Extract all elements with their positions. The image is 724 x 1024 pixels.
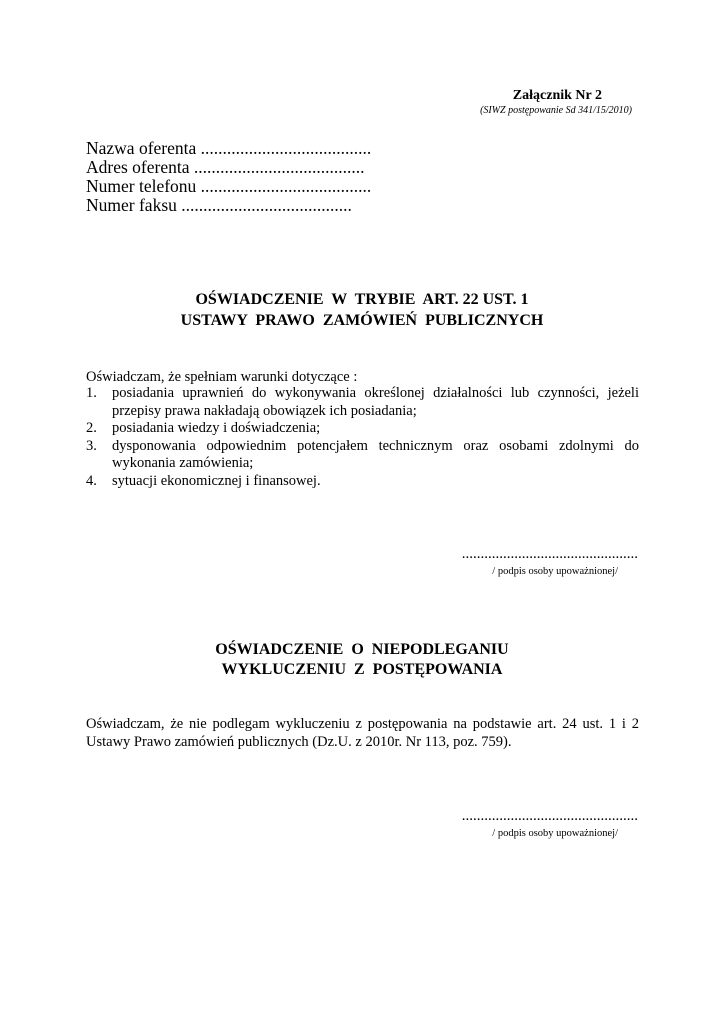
signature-caption: / podpis osoby upoważnionej/ [492, 828, 618, 839]
list-item [86, 385, 639, 420]
list-item [86, 420, 639, 438]
section2-paragraph: Oświadczam, że nie podlegam wykluczeniu z postępowania na podstawie art. 24 ust. 1 i 2 Ustawy Prawo zamówień publicznych (Dz.U. z 2010r. Nr 113, poz. 759). [86, 716, 639, 750]
signature-line: ............................................... [461, 808, 638, 824]
list-item-text: sytuacji ekonomicznej i finansowej. [112, 472, 321, 489]
section2-heading-line1: OŚWIADCZENIE O NIEPODLEGANIU [215, 641, 509, 658]
section2-heading-line2: WYKLUCZENIU Z POSTĘPOWANIA [221, 661, 503, 678]
conditions-list [86, 385, 639, 490]
annex-reference: (SIWZ postępowanie Sd 341/15/2010) [480, 105, 632, 116]
list-item [86, 438, 639, 473]
bidder-address-field: Adres oferenta ....................................... [86, 157, 365, 177]
list-item-text: dysponowania odpowiednim potencjałem technicznym oraz osobami zdolnymi do wykonania zamówienia; [112, 437, 639, 471]
list-item-number: 1. [86, 385, 97, 401]
signature-caption: / podpis osoby upoważnionej/ [492, 566, 618, 577]
section1-intro: Oświadczam, że spełniam warunki dotyczące : [86, 369, 358, 385]
list-item-number: 4. [86, 472, 97, 489]
list-item-text: posiadania wiedzy i doświadczenia; [112, 420, 321, 436]
bidder-name-field: Nazwa oferenta ....................................... [86, 138, 372, 158]
section1-heading-line1: OŚWIADCZENIE W TRYBIE ART. 22 UST. 1 [195, 291, 529, 308]
section1-heading-line2: USTAWY PRAWO ZAMÓWIEŃ PUBLICZNYCH [180, 312, 544, 329]
list-item [86, 473, 639, 491]
list-item-number: 2. [86, 420, 97, 436]
list-item-text: posiadania uprawnień do wykonywania określonej działalności lub czynności, jeżeli przepisy prawa nakładają obowiązek ich posiadania; [112, 385, 639, 419]
signature-line: ............................................... [461, 546, 638, 562]
list-item-number: 3. [86, 437, 97, 454]
annex-title: Załącznik Nr 2 [512, 88, 602, 103]
phone-number-field: Numer telefonu ....................................... [86, 176, 372, 196]
fax-number-field: Numer faksu ....................................... [86, 195, 352, 215]
